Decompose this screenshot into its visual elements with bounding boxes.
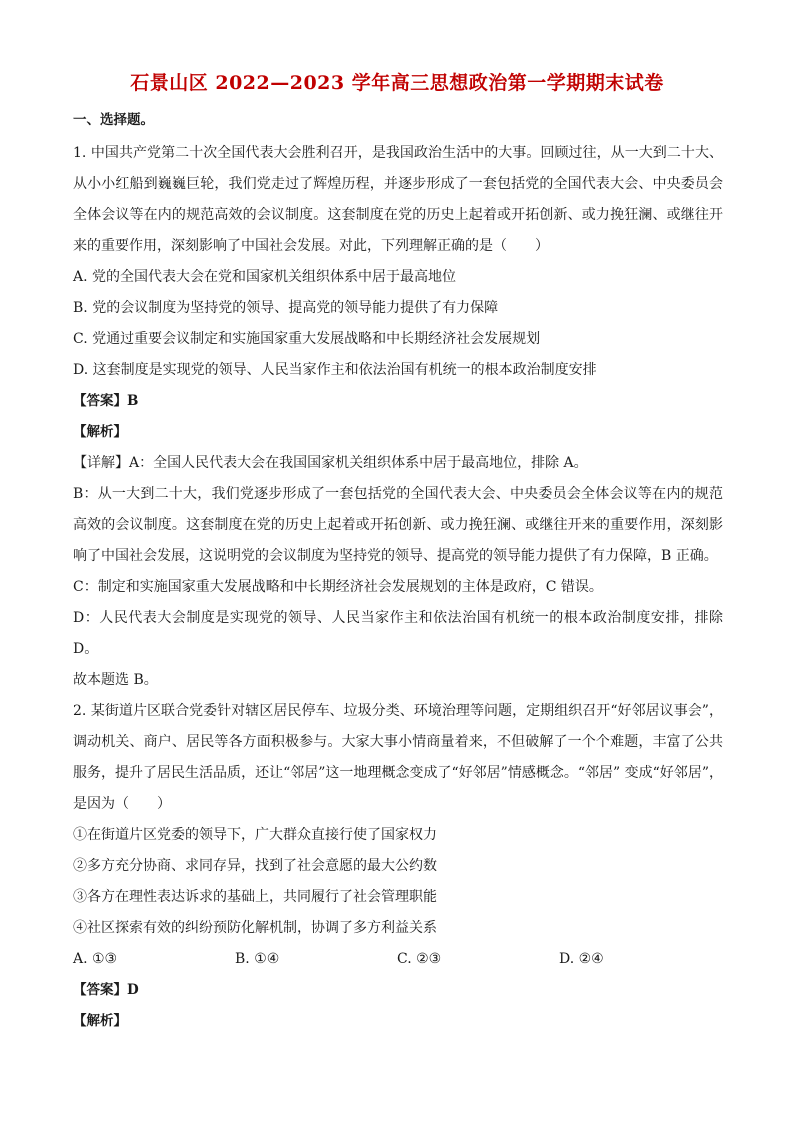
question-1-option-a: A. 党的全国代表大会在党和国家机关组织体系中居于最高地位 — [73, 269, 457, 285]
question-2 — [73, 696, 723, 1037]
question-2-stem: 2. 某街道片区联合党委针对辖区居民停车、垃圾分类、环境治理等问题，定期组织召开“好邻居议事会”，调动机关、商户、居民等各方面积极参与。大家大事小情商量着来，不但破解了一个个难题，丰富了公共服务，提升了居民生活品质，还让“邻居”这一地理概念变成了“好邻居”情感概念。“邻居” 变成“好邻居”，是因为（ ） — [73, 703, 723, 812]
question-2-statement-4: ④社区探索有效的纠纷预防化解机制，协调了多方利益关系 — [73, 920, 437, 936]
question-2-choice-a: A. ①③ — [73, 951, 118, 967]
exam-title: 石景山区 2022—2023 学年高三思想政治第一学期期末试卷 — [130, 72, 664, 94]
question-1-analysis-label: 【解析】 — [73, 424, 127, 440]
question-2-analysis-label: 【解析】 — [73, 1013, 127, 1029]
question-2-statement-1: ①在街道片区党委的领导下，广大群众直接行使了国家权力 — [73, 827, 437, 843]
question-1-conclusion: 故本题选 B。 — [73, 672, 158, 688]
question-1 — [73, 138, 723, 696]
question-1-option-c: C. 党通过重要会议制定和实施国家重大发展战略和中长期经济社会发展规划 — [73, 331, 541, 347]
question-1-answer: 【答案】B — [73, 393, 139, 409]
exam-content — [73, 104, 723, 1037]
question-2-answer: 【答案】D — [73, 982, 139, 998]
question-2-choice-c: C. ②③ — [397, 951, 442, 967]
question-1-detail-b: B：从一大到二十大，我们党逐步形成了一套包括党的全国代表大会、中央委员会全体会议等在内的规范高效的会议制度。这套制度在党的历史上起着或开拓创新、或力挽狂澜、或继往开来的重要作用，深刻影响了中国社会发展，这说明党的会议制度为坚持党的领导、提高党的领导能力提供了有力保障，B 正确。 — [73, 486, 723, 564]
question-1-stem: 1. 中国共产党第二十次全国代表大会胜利召开，是我国政治生活中的大事。回顾过往，从一大到二十大、从小小红船到巍巍巨轮，我们党走过了辉煌历程，并逐步形成了一套包括党的全国代表大会、中央委员会全体会议等在内的规范高效的会议制度。这套制度在党的历史上起着或开拓创新、或力挽狂澜、或继往开来的重要作用，深刻影响了中国社会发展。对此，下列理解正确的是（ ） — [73, 145, 723, 254]
question-2-choice-b: B. ①④ — [235, 951, 280, 967]
question-2-statement-2: ②多方充分协商、求同存异，找到了社会意愿的最大公约数 — [73, 858, 437, 874]
question-1-detail-d: D：人民代表大会制度是实现党的领导、人民当家作主和依法治国有机统一的根本政治制度安排，排除 D。 — [73, 610, 723, 657]
question-1-option-b: B. 党的会议制度为坚持党的领导、提高党的领导能力提供了有力保障 — [73, 300, 499, 316]
question-2-choices — [73, 944, 723, 975]
question-1-detail-c: C：制定和实施国家重大发展战略和中长期经济社会发展规划的主体是政府，C 错误。 — [73, 579, 603, 595]
section-heading: 一、选择题。 — [73, 112, 154, 128]
question-1-detail-a: 【详解】A：全国人民代表大会在我国国家机关组织体系中居于最高地位，排除 A。 — [73, 455, 588, 471]
question-2-statement-3: ③各方在理性表达诉求的基础上，共同履行了社会管理职能 — [73, 889, 437, 905]
question-1-option-d: D. 这套制度是实现党的领导、人民当家作主和依法治国有机统一的根本政治制度安排 — [73, 362, 597, 378]
question-2-choice-d: D. ②④ — [559, 951, 604, 967]
